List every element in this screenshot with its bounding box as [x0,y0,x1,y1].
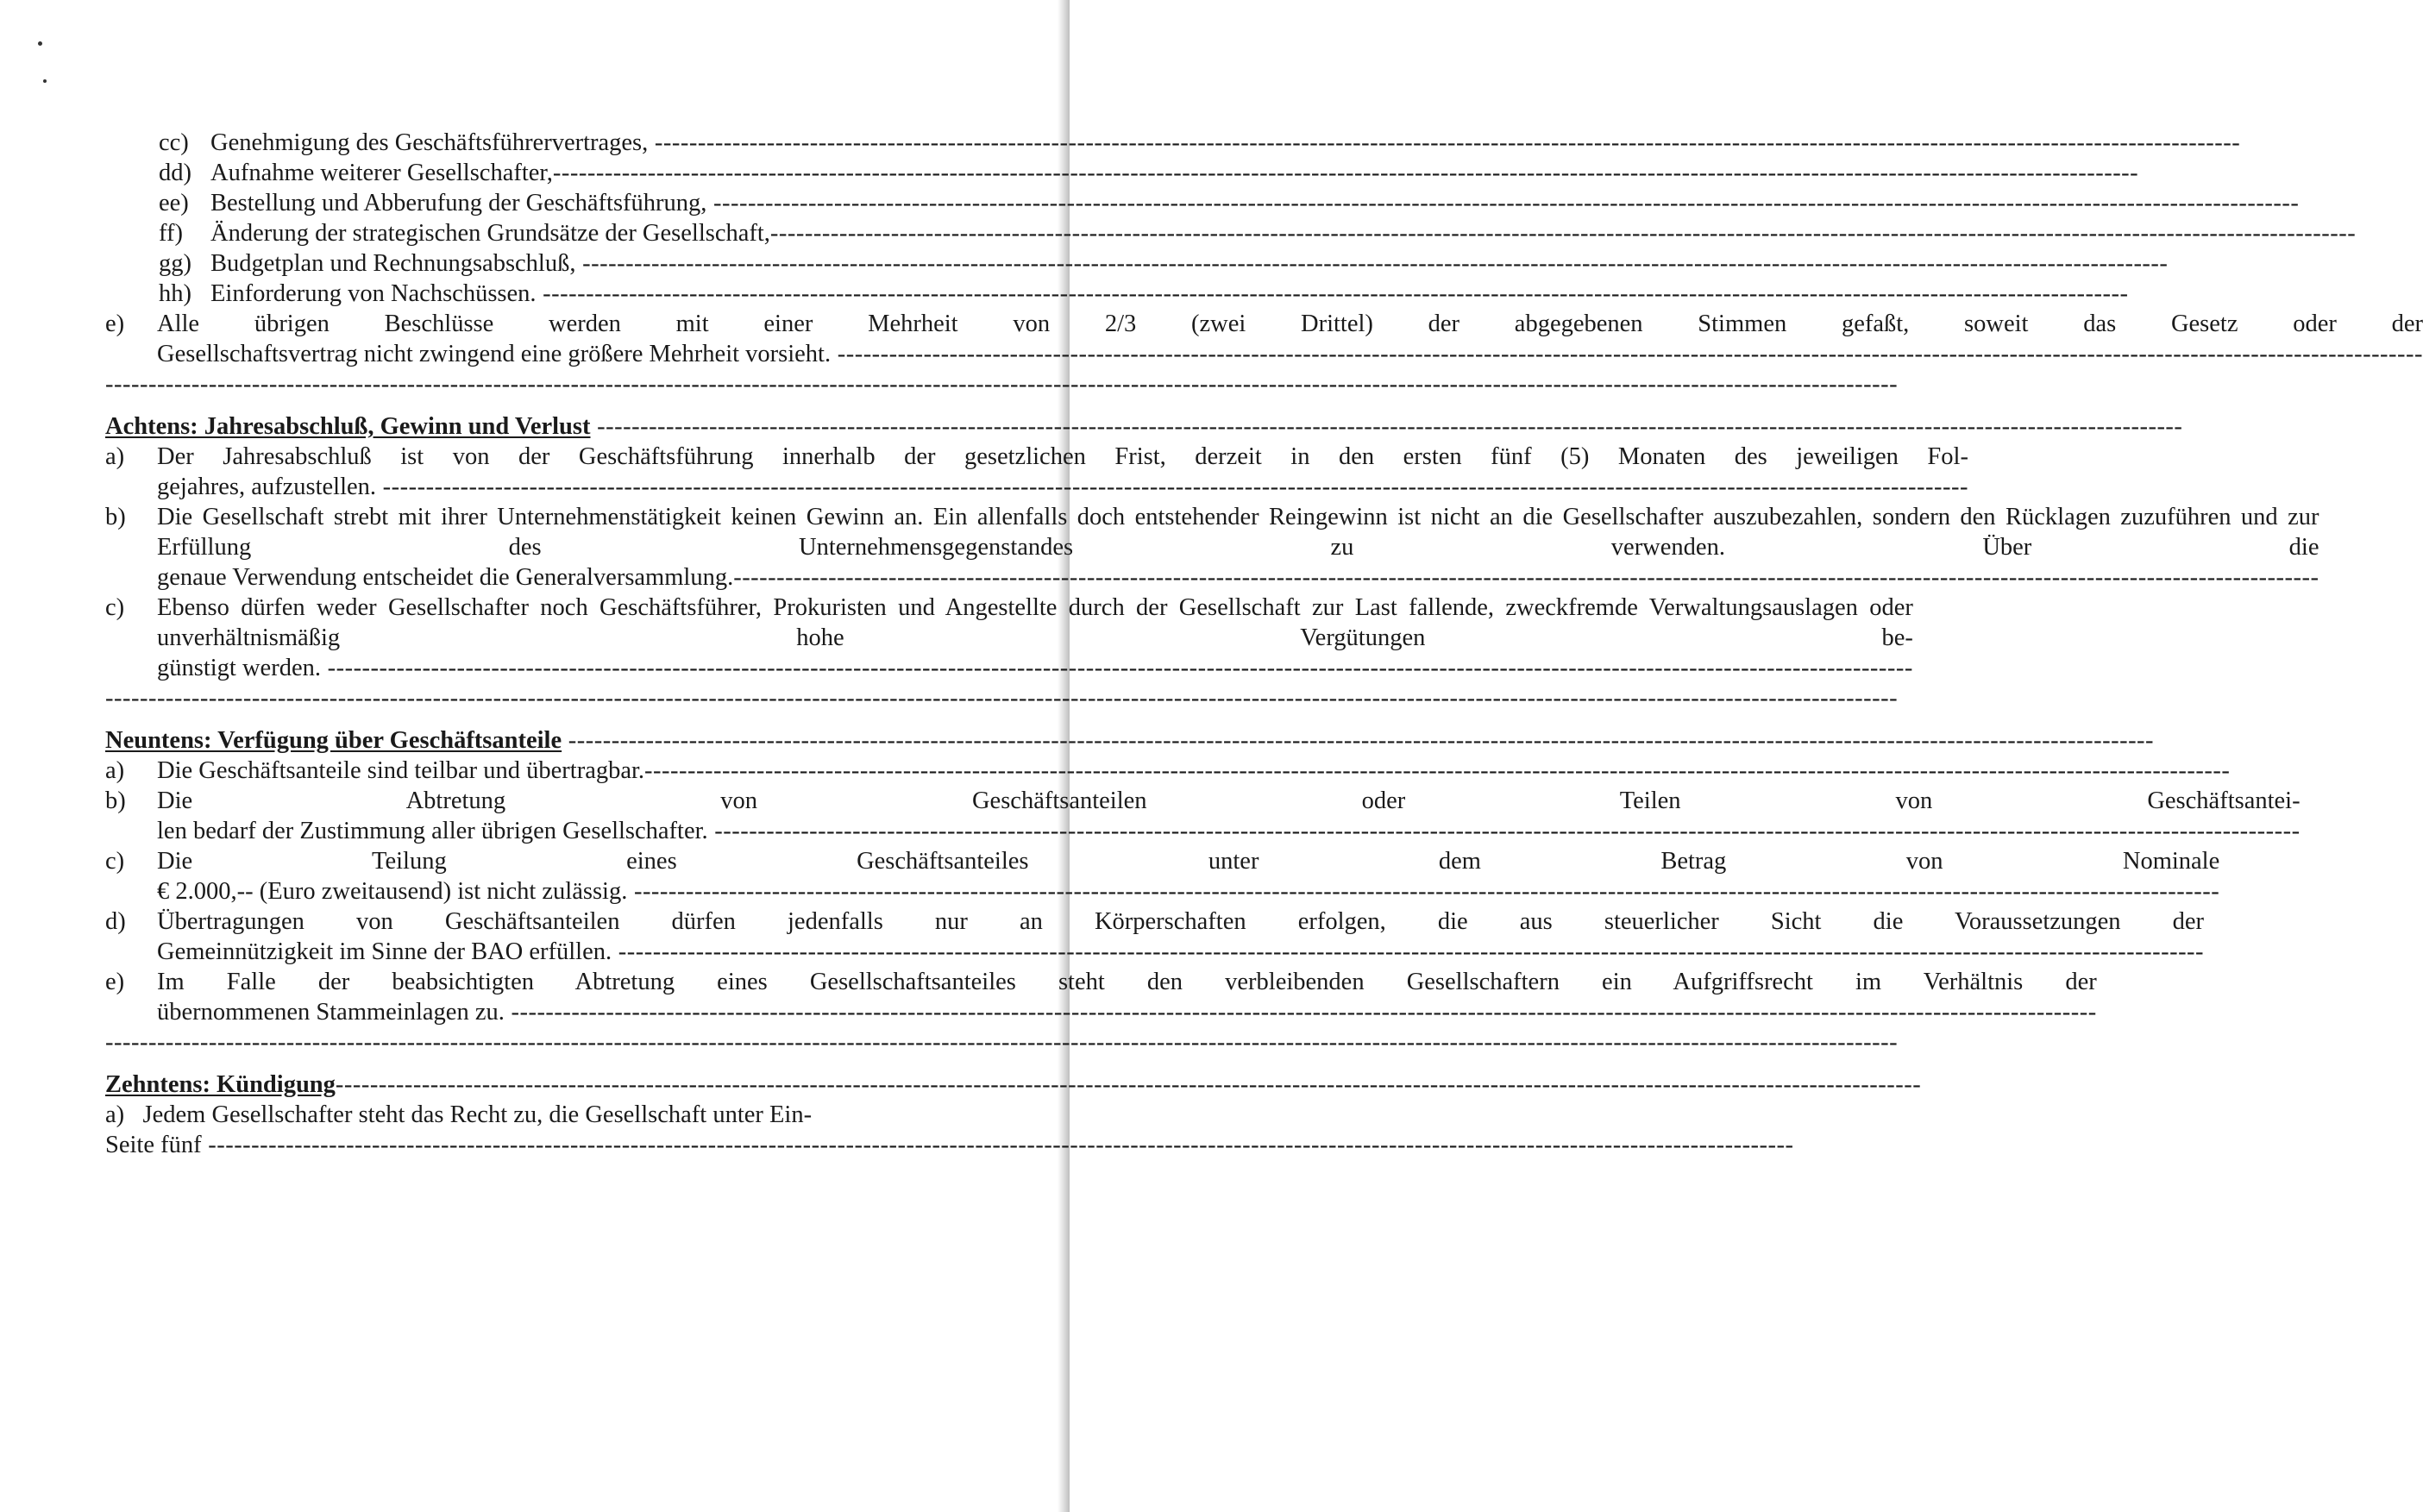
item-text: Der Jahresabschluß ist von der Geschäftsführung innerhalb der gesetzlichen Frist, derzeit in den ersten fünf (5) Monaten des jeweiligen Fol- [157,443,1968,470]
item-text-last-line: Gemeinnützigkeit im Sinne der BAO erfüllen. [157,938,612,965]
item-e-majority [105,309,2423,369]
item-text-last-line: gejahres, aufzustellen. [157,474,377,500]
section8-item-c [105,593,1913,683]
dash-rule [105,369,951,399]
dash-rule [105,1027,951,1057]
item-text: Aufnahme weiterer Gesellschafter, [210,160,553,186]
item-text: Die Abtretung von Geschäftsanteilen oder Teilen von Geschäftsantei- [157,787,2301,814]
sub-item-hh [105,279,951,309]
sub-item-ff [105,218,951,248]
item-marker: gg) [159,250,191,277]
item-text: Änderung der strategischen Grundsätze der Gesellschaft, [210,220,770,247]
item-text: Bestellung und Abberufung der Geschäftsführung, [210,190,707,216]
section8-item-a [105,442,1968,502]
section-heading-text: Zehntens: Kündigung [105,1071,336,1098]
item-marker: c) [105,848,125,875]
item-marker: cc) [159,129,189,156]
item-marker: ff) [159,220,183,247]
item-text-last-line: Gesellschaftsvertrag nicht zwingend eine größere Mehrheit vorsieht. [157,341,832,367]
item-text: Ebenso dürfen weder Gesellschafter noch Geschäftsführer, Prokuristen und Angestellte durch der Gesellschaft zur Last fallende, zweckfremde Verwaltungsauslagen oder unverhältnismäßig hohe Vergütungen be- [157,594,1913,651]
item-text: Im Falle der beabsichtigten Abtretung eines Gesellschaftsanteiles steht den verbleibenden Gesellschaftern ein Aufgriffsrecht im Verhältnis der [157,969,2097,995]
item-text: Genehmigung des Geschäftsführervertrages, [210,129,649,156]
item-marker: a) [105,1101,125,1128]
section-heading-text: Neuntens: Verfügung über Geschäftsanteile [105,727,562,754]
item-marker: dd) [159,160,191,186]
document-body [105,128,2423,1160]
section10-item-a [105,1100,951,1130]
item-marker: e) [105,969,125,995]
section9-item-c [105,846,2220,907]
scan-speck [38,41,42,46]
item-text: Die Gesellschaft strebt mit ihrer Unternehmenstätigkeit keinen Gewinn an. Ein allenfalls doch entstehender Reingewinn ist nicht an die Gesellschafter auszubezahlen, sondern den Rücklagen zuzuführen und zur Erfüllung des Unternehmensgegenstandes zu verwenden. Über die [157,504,2319,561]
item-marker: ee) [159,190,189,216]
item-text: Budgetplan und Rechnungsabschluß, [210,250,576,277]
item-marker: hh) [159,280,191,307]
item-text: Alle übrigen Beschlüsse werden mit einer Mehrheit von 2/3 (zwei Drittel) der abgegebenen Stimmen gefaßt, soweit das Gesetz oder der [157,311,2423,337]
section-heading-neuntens [105,725,951,756]
item-marker: b) [105,504,126,530]
section-heading-text: Achtens: Jahresabschluß, Gewinn und Verlust [105,413,591,440]
sub-item-ee [105,188,951,218]
sub-item-dd [105,158,951,188]
sub-item-cc [105,128,951,158]
scan-speck [43,79,47,83]
section8-item-b [105,502,2319,593]
item-marker: a) [105,443,125,470]
item-text: Einforderung von Nachschüssen. [210,280,537,307]
item-text: Jedem Gesellschafter steht das Recht zu, die Gesellschaft unter Ein- [142,1101,813,1128]
section-heading-zehntens [105,1070,951,1100]
page-footer [105,1130,951,1160]
section9-item-d [105,907,2205,967]
page-number-label: Seite fünf [105,1132,202,1158]
section-heading-achtens [105,411,951,442]
item-text: Die Teilung eines Geschäftsanteiles unter dem Betrag von Nominale [157,848,2220,875]
item-marker: c) [105,594,125,621]
item-text-last-line: € 2.000,-- (Euro zweitausend) ist nicht zulässig. [157,878,628,905]
item-text: Die Geschäftsanteile sind teilbar und übertragbar. [157,757,645,784]
item-text: Übertragungen von Geschäftsanteilen dürfen jedenfalls nur an Körperschaften erfolgen, die aus steuerlicher Sicht die Voraussetzungen der [157,908,2205,935]
section9-item-e [105,967,2097,1027]
item-marker: e) [105,311,125,337]
item-marker: d) [105,908,126,935]
section9-item-a [105,756,951,786]
sub-item-gg [105,248,951,279]
item-marker: b) [105,787,126,814]
item-text-last-line: len bedarf der Zustimmung aller übrigen Gesellschafter. [157,818,708,844]
dash-rule [105,683,951,713]
item-text-last-line: genaue Verwendung entscheidet die Generalversammlung. [157,564,734,591]
item-text-last-line: günstigt werden. [157,655,321,681]
section9-item-b [105,786,2301,846]
item-text-last-line: übernommenen Stammeinlagen zu. [157,999,505,1026]
item-marker: a) [105,757,125,784]
